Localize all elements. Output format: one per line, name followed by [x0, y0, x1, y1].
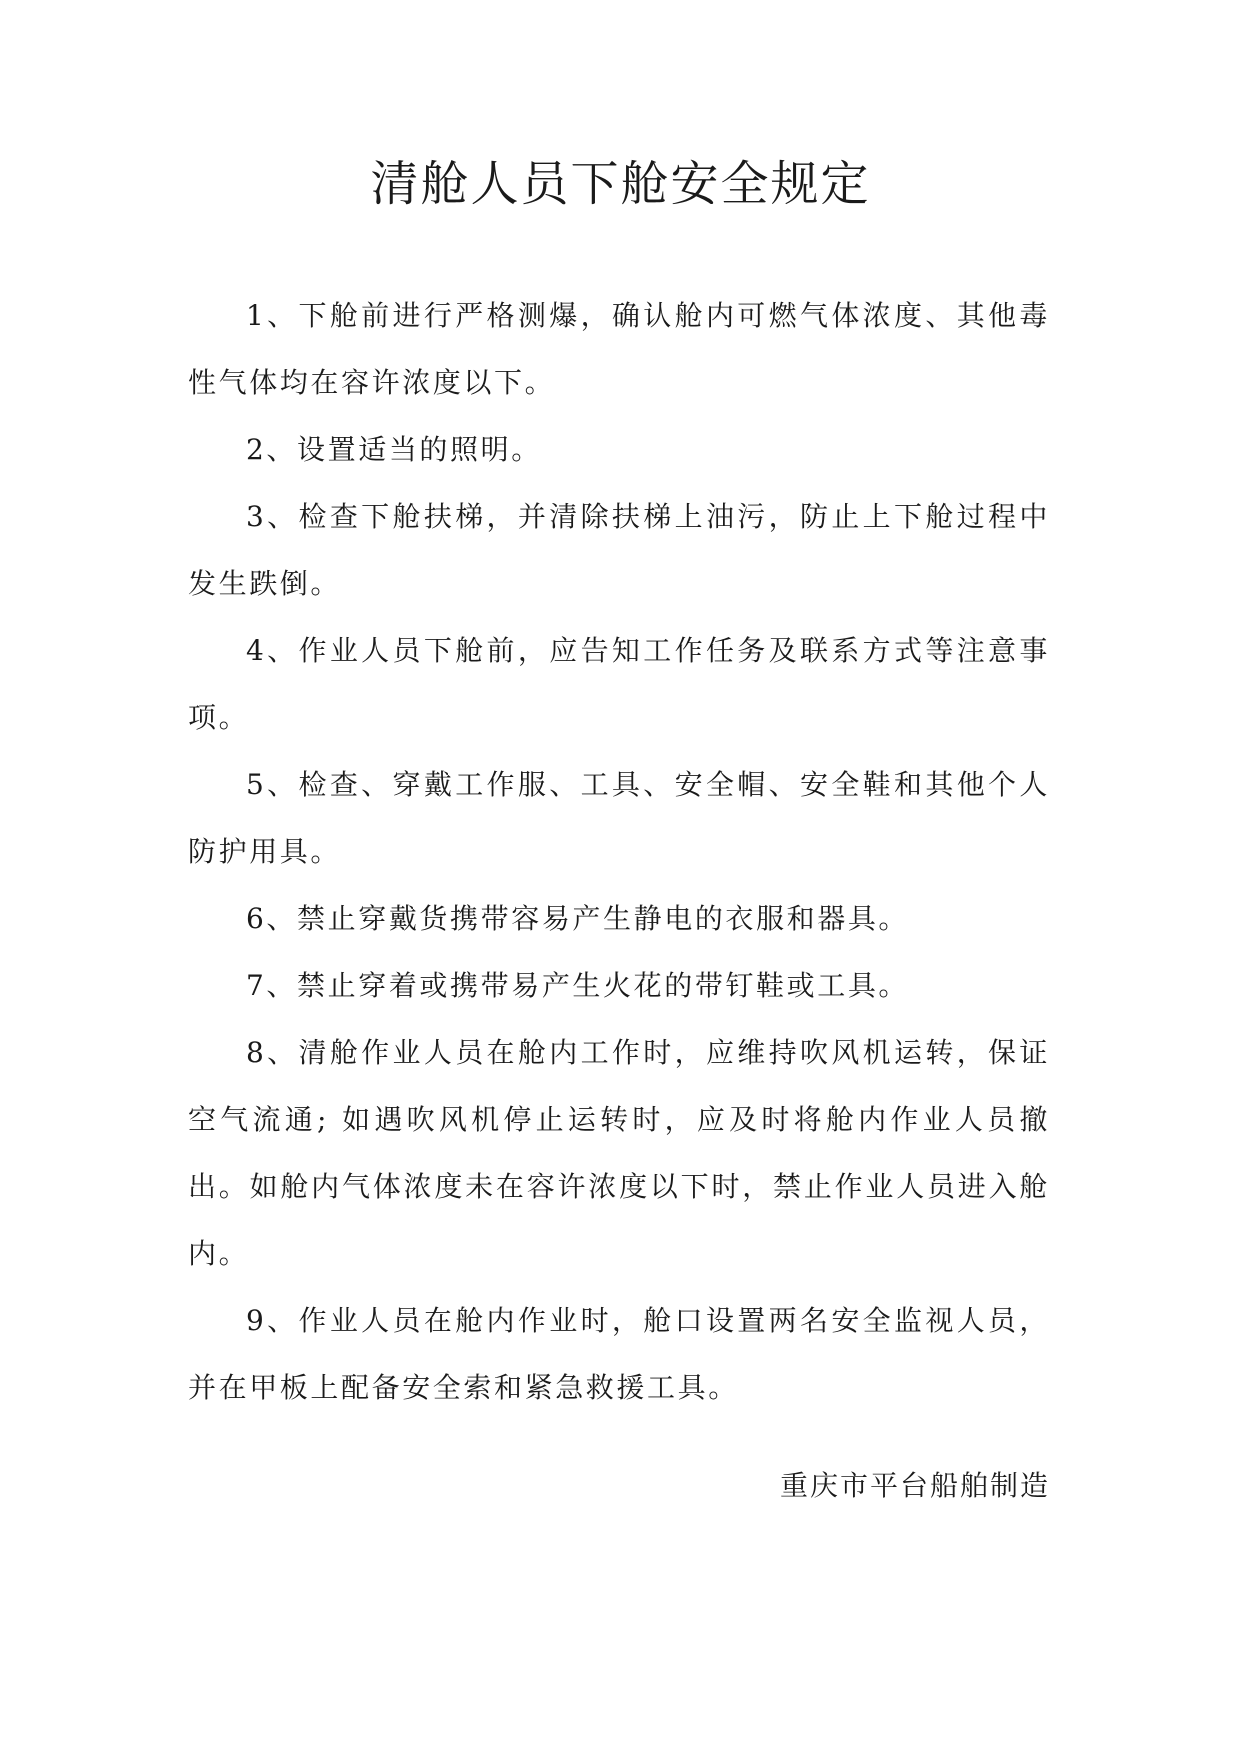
rules-list: [188, 282, 1050, 1421]
rule-item-4: 4、作业人员下舱前，应告知工作任务及联系方式等注意事项。: [188, 634, 1050, 734]
rule-item-1: 1、下舱前进行严格测爆，确认舱内可燃气体浓度、其他毒性气体均在容许浓度以下。: [188, 299, 1050, 399]
rule-item-9: 9、作业人员在舱内作业时，舱口设置两名安全监视人员，并在甲板上配备安全索和紧急救援工具。: [188, 1304, 1050, 1404]
document-title: 清舱人员下舱安全规定: [370, 156, 871, 212]
rule-item-6: 6、禁止穿戴货携带容易产生静电的衣服和器具。: [246, 902, 910, 935]
rule-item-3: 3、检查下舱扶梯，并清除扶梯上油污，防止上下舱过程中发生跌倒。: [188, 500, 1050, 600]
rule-item-5: 5、检查、穿戴工作服、工具、安全帽、安全鞋和其他个人防护用具。: [188, 768, 1050, 868]
rule-item-8: 8、清舱作业人员在舱内工作时，应维持吹风机运转，保证空气流通; 如遇吹风机停止运转时，应及时将舱内作业人员撤出。如舱内气体浓度未在容许浓度以下时，禁止作业人员进入舱内。: [188, 1036, 1050, 1270]
rule-item-2: 2、设置适当的照明。: [246, 433, 542, 466]
document-signature: 重庆市平台船舶制造: [779, 1469, 1050, 1502]
rule-item-7: 7、禁止穿着或携带易产生火花的带钉鞋或工具。: [246, 969, 910, 1002]
